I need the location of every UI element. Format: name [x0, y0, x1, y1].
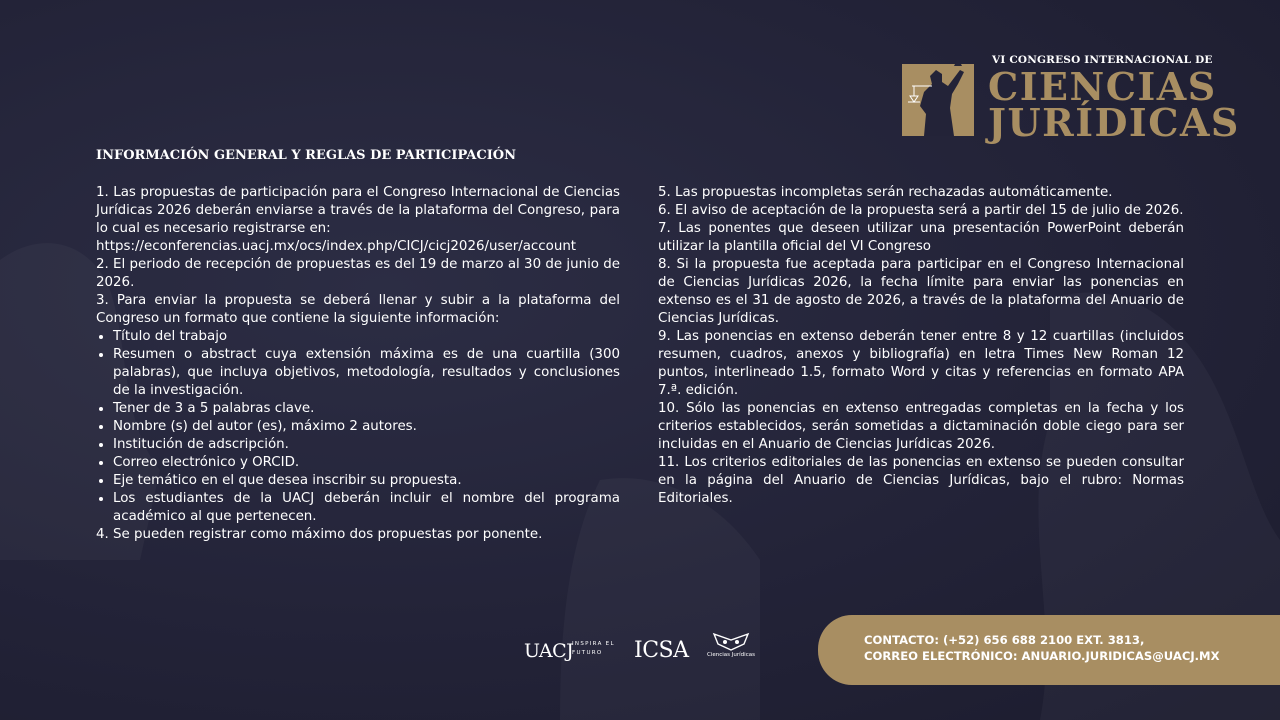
rule-5: 5. Las propuestas incompletas serán rechazadas automáticamente. — [658, 185, 1113, 200]
rule-2: 2. El periodo de recepción de propuestas es del 19 de marzo al 30 de junio de 2026. — [96, 257, 620, 290]
page-title: INFORMACIÓN GENERAL Y REGLAS DE PARTICIPACIÓN — [96, 148, 517, 163]
congress-logo — [900, 50, 1240, 145]
uacj-logo: UACJ — [524, 640, 574, 662]
lady-justice-icon — [902, 56, 974, 136]
list-item: • Correo electrónico y ORCID. — [113, 454, 620, 472]
registration-link[interactable]: https://econferencias.uacj.mx/ocs/index.php/CICJ/cicj2026/user/account — [96, 239, 577, 254]
rule-10: 10. Sólo las ponencias en extenso entregadas completas en la fecha y los criterios establecidos, serán sometidas a dictaminación doble ciego para ser incluidas en el Anuario de Ciencias Jurídicas 2026. — [658, 401, 1184, 452]
list-item: • Institución de adscripción. — [113, 436, 620, 454]
uacj-tagline — [572, 640, 615, 658]
uacj-tagline-line1: INSPIRA EL — [572, 641, 615, 647]
rule-3: 3. Para enviar la propuesta se deberá llenar y subir a la plataforma del Congreso un formato que contiene la siguiente información: — [96, 293, 620, 326]
list-item: • Resumen o abstract cuya extensión máxima es de una cuartilla (300 palabras), que incluya objetivos, metodología, resultados y conclusiones de la investigación. — [113, 346, 620, 400]
rule-9: 9. Las ponencias en extenso deberán tener entre 8 y 12 cuartillas (incluidos resumen, cuadros, anexos y bibliografía) en letra Times New Roman 12 puntos, interlineado 1.5, formato Word y citas y referencias en formato APA 7.ª. edición. — [658, 329, 1184, 398]
list-item: • Eje temático en el que desea inscribir su propuesta. — [113, 472, 620, 490]
logo-title-line2: JURÍDICAS — [988, 100, 1240, 145]
contact-phone: CONTACTO: (+52) 656 688 2100 EXT. 3813, — [864, 633, 1145, 647]
rule-6: 6. El aviso de aceptación de la propuesta será a partir del 15 de julio de 2026. — [658, 203, 1184, 218]
anuario-logo — [702, 630, 760, 672]
rules-right-column — [658, 184, 1184, 508]
requirements-list — [96, 328, 620, 526]
logo-title-line1: CIENCIAS — [988, 64, 1217, 109]
list-item: • Los estudiantes de la UACJ deberán incluir el nombre del programa académico al que pertenecen. — [113, 490, 620, 526]
rule-4: 4. Se pueden registrar como máximo dos propuestas por ponente. — [96, 527, 543, 542]
uacj-tagline-line2: FUTURO — [572, 650, 603, 656]
rule-8: 8. Si la propuesta fue aceptada para participar en el Congreso Internacional de Ciencias Jurídicas 2026, la fecha límite para enviar las ponencias en extenso es el 31 de agosto de 2026, a través de la plataforma del Anuario de Ciencias Jurídicas. — [658, 257, 1184, 326]
rule-1: 1. Las propuestas de participación para el Congreso Internacional de Ciencias Jurídicas 2026 deberán enviarse a través de la plataforma del Congreso, para lo cual es necesario registrarse en: — [96, 185, 620, 236]
logo-subtitle: VI CONGRESO INTERNACIONAL DE — [992, 54, 1213, 66]
list-item: • Nombre (s) del autor (es), máximo 2 autores. — [113, 418, 620, 436]
icsa-logo: ICSA — [634, 638, 689, 663]
rule-7: 7. Las ponentes que deseen utilizar una presentación PowerPoint deberán utilizar la plantilla oficial del VI Congreso — [658, 221, 1184, 254]
rules-left-column — [96, 184, 620, 544]
owl-icon — [702, 630, 760, 652]
rule-11: 11. Los criterios editoriales de las ponencias en extenso se pueden consultar en la página del Anuario de Ciencias Jurídicas, bajo el rubro: Normas Editoriales. — [658, 455, 1184, 506]
anuario-logo-text: Ciencias Jurídicas — [707, 652, 755, 658]
list-item: • Título del trabajo — [113, 328, 620, 346]
contact-info — [864, 632, 1220, 664]
contact-email[interactable]: CORREO ELECTRÓNICO: ANUARIO.JURIDICAS@UACJ.MX — [864, 649, 1220, 663]
contact-band — [818, 615, 1280, 685]
list-item: • Tener de 3 a 5 palabras clave. — [113, 400, 620, 418]
